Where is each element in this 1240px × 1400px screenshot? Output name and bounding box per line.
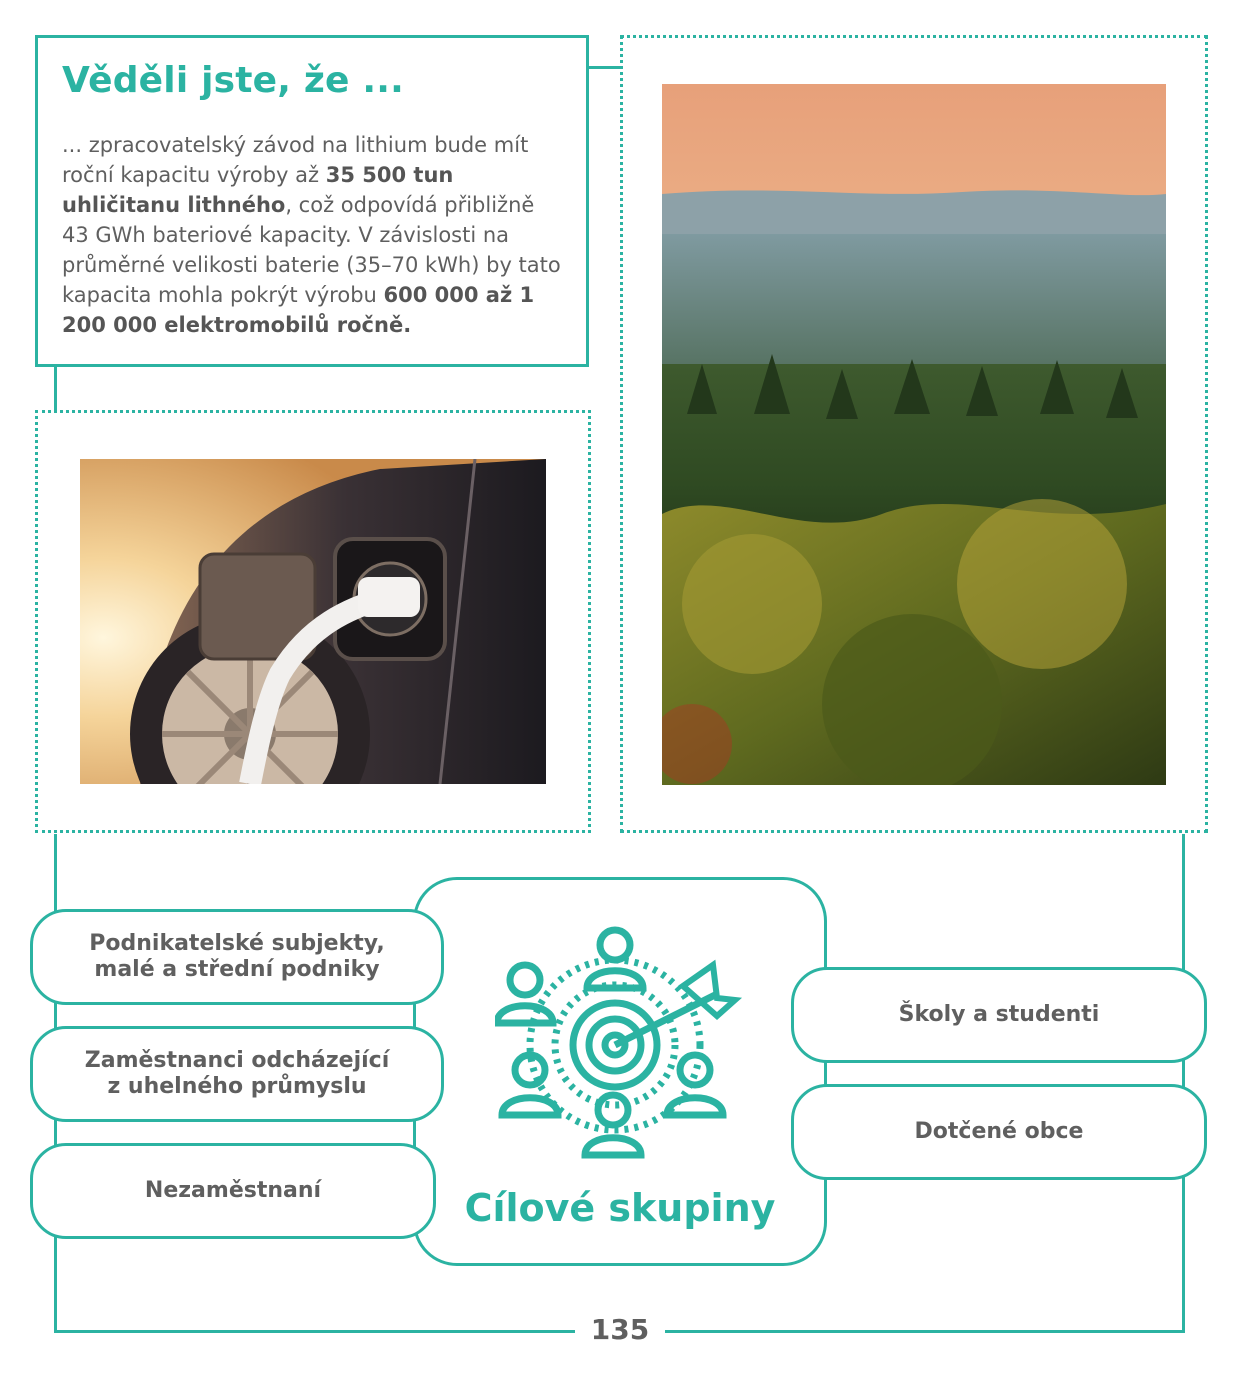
fact-text xyxy=(62,130,567,340)
fact-text-part: , což odpovídá přibližně 43 GWh bateriové kapacity. V závislosti na průměrné velikosti baterie (35–70 kWh) by tato kapacita mohla pokrýt výrobu xyxy=(62,193,561,307)
fact-title: Věděli jste, že ... xyxy=(62,60,405,101)
fact-highlight: 600 000 až 1 200 000 elektromobilů ročně. xyxy=(62,283,535,337)
fact-box xyxy=(35,35,589,367)
connector-line xyxy=(1182,834,1185,1332)
fact-highlight: 35 500 tun uhličitanu lithného xyxy=(62,163,454,217)
group-coal-workers: Zaměstnanci odcházející z uhelného průmyslu xyxy=(30,1026,444,1122)
target-audience-icon xyxy=(495,920,745,1170)
target-groups-title: Cílové skupiny xyxy=(464,1186,776,1230)
group-schools: Školy a studenti xyxy=(791,967,1207,1063)
electric-car-charging-photo xyxy=(80,459,546,784)
connector-line xyxy=(589,66,622,69)
forest-sunrise-photo xyxy=(662,84,1166,785)
page-number: 135 xyxy=(575,1313,665,1346)
fact-text-part: ... zpracovatelský závod na lithium bude mít roční kapacitu výroby až xyxy=(62,133,529,187)
group-unemployed: Nezaměstnaní xyxy=(30,1143,436,1239)
group-businesses: Podnikatelské subjekty, malé a střední podniky xyxy=(30,909,444,1005)
group-municipalities: Dotčené obce xyxy=(791,1084,1207,1180)
connector-line xyxy=(54,367,57,411)
